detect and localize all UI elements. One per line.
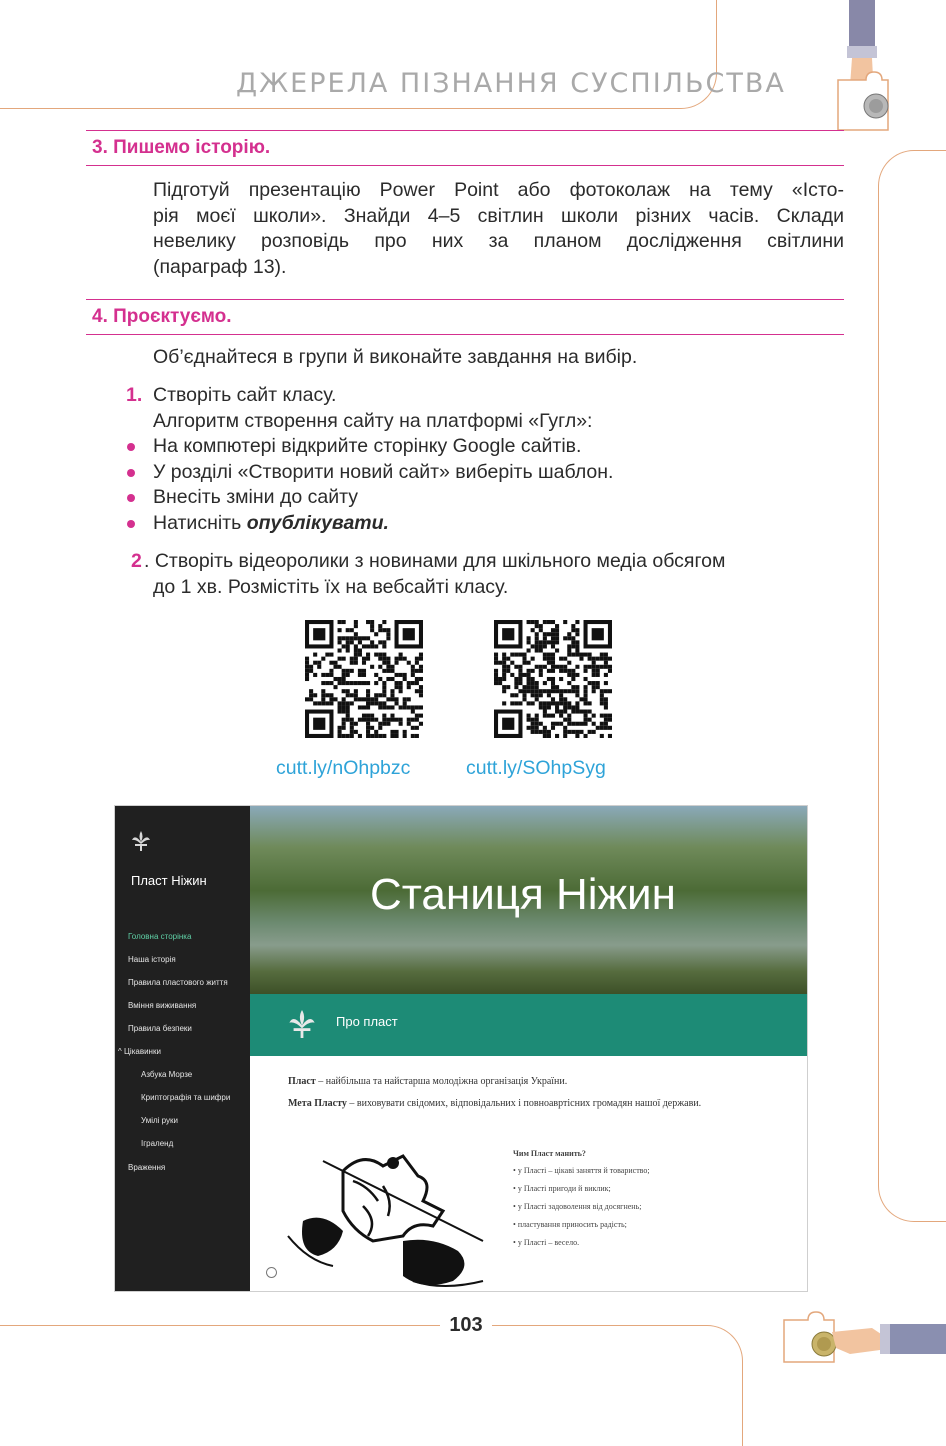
site-nav-expand-item[interactable] (118, 1047, 161, 1056)
task-number-2: 2 (131, 550, 142, 572)
task1-step-emphasis: опублікувати. (246, 512, 389, 534)
site-nav-item[interactable]: Правила безпеки (128, 1024, 192, 1033)
site-hero-title: Станиця Ніжин (370, 870, 676, 919)
site-list-item: • пластування приносить радість; (513, 1220, 627, 1229)
site-sidebar (115, 806, 250, 1291)
site-body-line (288, 1098, 701, 1109)
site-nav-item[interactable]: Правила пластового життя (128, 978, 228, 987)
task1-step: Внесіть зміни до сайту (153, 486, 358, 508)
section3-paragraph (153, 178, 844, 281)
site-nav-item[interactable]: Вміння виживання (128, 1001, 197, 1010)
site-list-item: • у Пласті – весело. (513, 1238, 580, 1247)
section3-line: рія моєї школи». Знайди 4–5 світлин школи різних часів. Склади (153, 204, 844, 227)
site-list-text: у Пласті – цікаві заняття й товариство; (517, 1166, 650, 1175)
site-nav-item[interactable]: Головна сторінка (128, 932, 192, 941)
bullet-icon (127, 494, 135, 502)
page-frame-bottom-left (0, 1325, 440, 1326)
page-number: 103 (449, 1314, 483, 1336)
site-list-text: у Пласті задоволення від досягнень; (517, 1202, 642, 1211)
running-title: ДЖЕРЕЛА ПІЗНАННЯ СУСПІЛЬСТВА (236, 68, 786, 99)
page-frame-bottom-right (492, 1325, 743, 1446)
site-body-line (288, 1076, 567, 1087)
site-sidebar-title: Пласт Ніжин (131, 873, 207, 888)
info-icon[interactable] (266, 1267, 277, 1278)
chevron-up-icon: ^ (118, 1047, 122, 1056)
site-list-title: Чим Пласт манить? (513, 1149, 586, 1158)
site-body-bold: Пласт (288, 1076, 316, 1087)
task1-title: Створіть сайт класу. (153, 384, 337, 406)
site-band-label: Про пласт (336, 1014, 398, 1029)
site-nav-item[interactable]: Враження (128, 1163, 166, 1172)
site-body-rest: – найбільша та найстарша молодіжна організація України. (315, 1076, 568, 1087)
site-about-band (250, 994, 807, 1056)
qr-link-1[interactable]: cutt.ly/nOhpbzc (276, 757, 411, 779)
section-heading-3 (86, 130, 844, 166)
site-list-text: у Пласті – весело. (517, 1238, 580, 1247)
task1-step: На компютері відкрийте сторінку Google сайтів. (153, 435, 582, 457)
site-list-text: пластування приносить радість; (517, 1220, 627, 1229)
plast-lily-icon (288, 1008, 316, 1040)
task1-subtitle: Алгоритм створення сайту на платформі «Гугл»: (153, 410, 593, 432)
section3-line: невелику розповідь про них за планом дослідження світлини (153, 230, 844, 253)
site-nav-item[interactable]: Наша історія (128, 955, 176, 964)
task2-line: до 1 хв. Розмістіть їх на вебсайті класу. (153, 576, 509, 598)
site-hero-image (250, 806, 807, 994)
qr-link-2[interactable]: cutt.ly/SOhpSyg (466, 757, 606, 779)
bullet-icon (127, 520, 135, 528)
site-list-text: у Пласті пригоди й виклик; (517, 1184, 611, 1193)
site-subnav-item[interactable]: Іграленд (141, 1139, 174, 1148)
section3-line: (параграф 13). (153, 256, 287, 279)
plast-lily-icon (131, 830, 151, 852)
section-heading-4-text: 4. Проєктуємо. (92, 306, 232, 327)
page-frame-right (878, 150, 946, 1222)
website-screenshot (114, 805, 808, 1292)
hand-puzzle-icon (780, 1306, 946, 1368)
task-number-1: 1. (126, 384, 143, 406)
bullet-icon (127, 469, 135, 477)
section4-intro: Об’єднайтеся в групи й виконайте завдання на вибір. (153, 346, 638, 368)
site-body-rest: – виховувати свідомих, відповідальних і повноавртісних громадян нашої держави. (346, 1098, 702, 1109)
qr-code-icon (494, 620, 612, 738)
site-subnav-item[interactable]: Азбука Морзе (141, 1070, 193, 1079)
site-list-item: • у Пласті пригоди й виклик; (513, 1184, 611, 1193)
site-list-item: • у Пласті задоволення від досягнень; (513, 1202, 642, 1211)
hand-puzzle-icon (836, 0, 936, 140)
qr-code-icon (305, 620, 423, 738)
task1-step-prefix: Натисніть (153, 512, 247, 534)
section-heading-3-text: 3. Пишемо історію. (92, 137, 271, 158)
site-body-bold: Мета Пласту (288, 1098, 347, 1109)
site-subnav-item[interactable]: Криптографія та шифри (141, 1093, 231, 1102)
site-subnav-item[interactable]: Умілі руки (141, 1116, 178, 1125)
task1-step-publish (153, 512, 389, 535)
task1-step: У розділі «Створити новий сайт» виберіть шаблон. (153, 461, 614, 483)
site-nav-label: Цікавинки (124, 1047, 161, 1056)
bullet-icon (127, 443, 135, 451)
st-george-dragon-illustration (283, 1141, 498, 1291)
site-list-item: • у Пласті – цікаві заняття й товариство; (513, 1166, 650, 1175)
task2-line: . Створіть відеоролики з новинами для шкільного медіа обсягом (144, 550, 726, 572)
section-heading-4 (86, 299, 844, 335)
section3-line: Підготуй презентацію Power Point або фотоколаж на тему «Істо- (153, 179, 844, 201)
